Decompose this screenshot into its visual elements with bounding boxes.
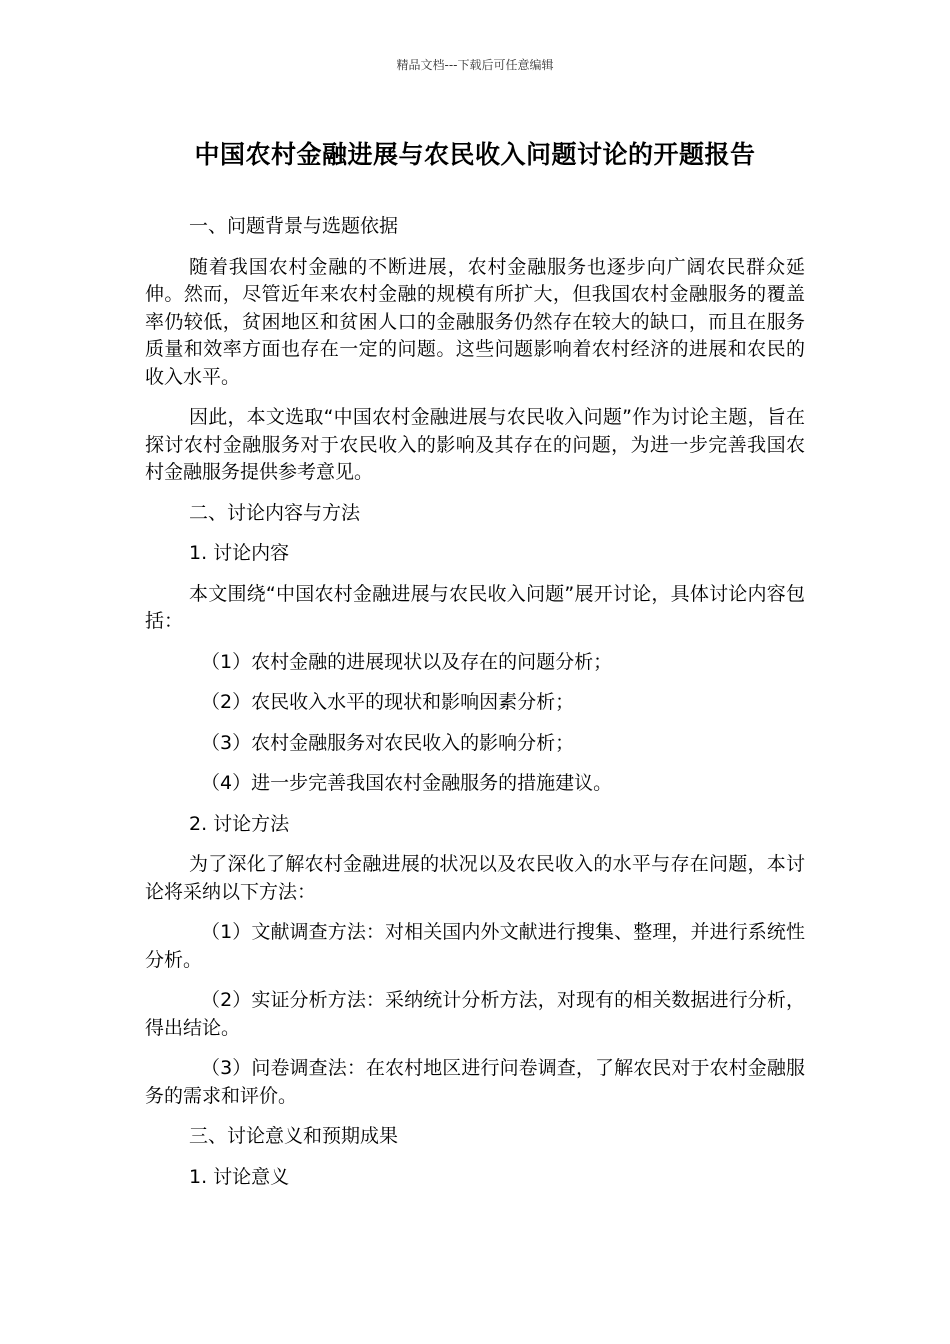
list-item: （3）农村金融服务对农民收入的影响分析； [201, 731, 575, 754]
header-note: 精品文档---下载后可任意编辑 [396, 58, 554, 72]
subheading-methods: 2. 讨论方法 [189, 812, 290, 835]
document-title: 中国农村金融进展与农民收入问题讨论的开题报告 [194, 140, 756, 169]
paragraph-methods-intro: 为了深化了解农村金融进展的状况以及农民收入的水平与存在问题，本讨论将采纳以下方法： [145, 853, 805, 903]
paragraph-topic-choice: 因此，本文选取“中国农村金融进展与农民收入问题”作为讨论主题，旨在探讨农村金融服务对于农民收入的影响及其存在的问题，为进一步完善我国农村金融服务提供参考意见。 [145, 406, 805, 483]
section-heading-3: 三、讨论意义和预期成果 [189, 1125, 399, 1147]
method-item: （3）问卷调查法：在农村地区进行问卷调查，了解农民对于农村金融服务的需求和评价。 [145, 1057, 805, 1107]
list-item: （1）农村金融的进展现状以及存在的问题分析； [201, 650, 613, 673]
subheading-significance: 1. 讨论意义 [189, 1165, 290, 1188]
list-item: （4）进一步完善我国农村金融服务的措施建议。 [201, 772, 613, 794]
method-item: （1）文献调查方法：对相关国内外文献进行搜集、整理，并进行系统性分析。 [145, 921, 805, 971]
list-item: （2）农民收入水平的现状和影响因素分析； [201, 691, 575, 713]
paragraph-content-intro: 本文围绕“中国农村金融进展与农民收入问题”展开讨论，具体讨论内容包括： [145, 582, 805, 632]
paragraph-background: 随着我国农村金融的不断进展，农村金融服务也逐步向广阔农民群众延伸。然而，尽管近年来农村金融的规模有所扩大，但我国农村金融服务的覆盖率仍较低，贫困地区和贫困人口的金融服务仍然存在较大的缺口，而且在服务质量和效率方面也存在一定的问题。这些问题影响着农村经济的进展和农民的收入水平。 [145, 255, 805, 388]
section-heading-1: 一、问题背景与选题依据 [189, 215, 399, 237]
method-item: （2）实证分析方法：采纳统计分析方法，对现有的相关数据进行分析，得出结论。 [145, 989, 805, 1039]
section-heading-2: 二、讨论内容与方法 [189, 501, 361, 524]
document-body [145, 213, 805, 1191]
subheading-content: 1. 讨论内容 [189, 542, 290, 564]
